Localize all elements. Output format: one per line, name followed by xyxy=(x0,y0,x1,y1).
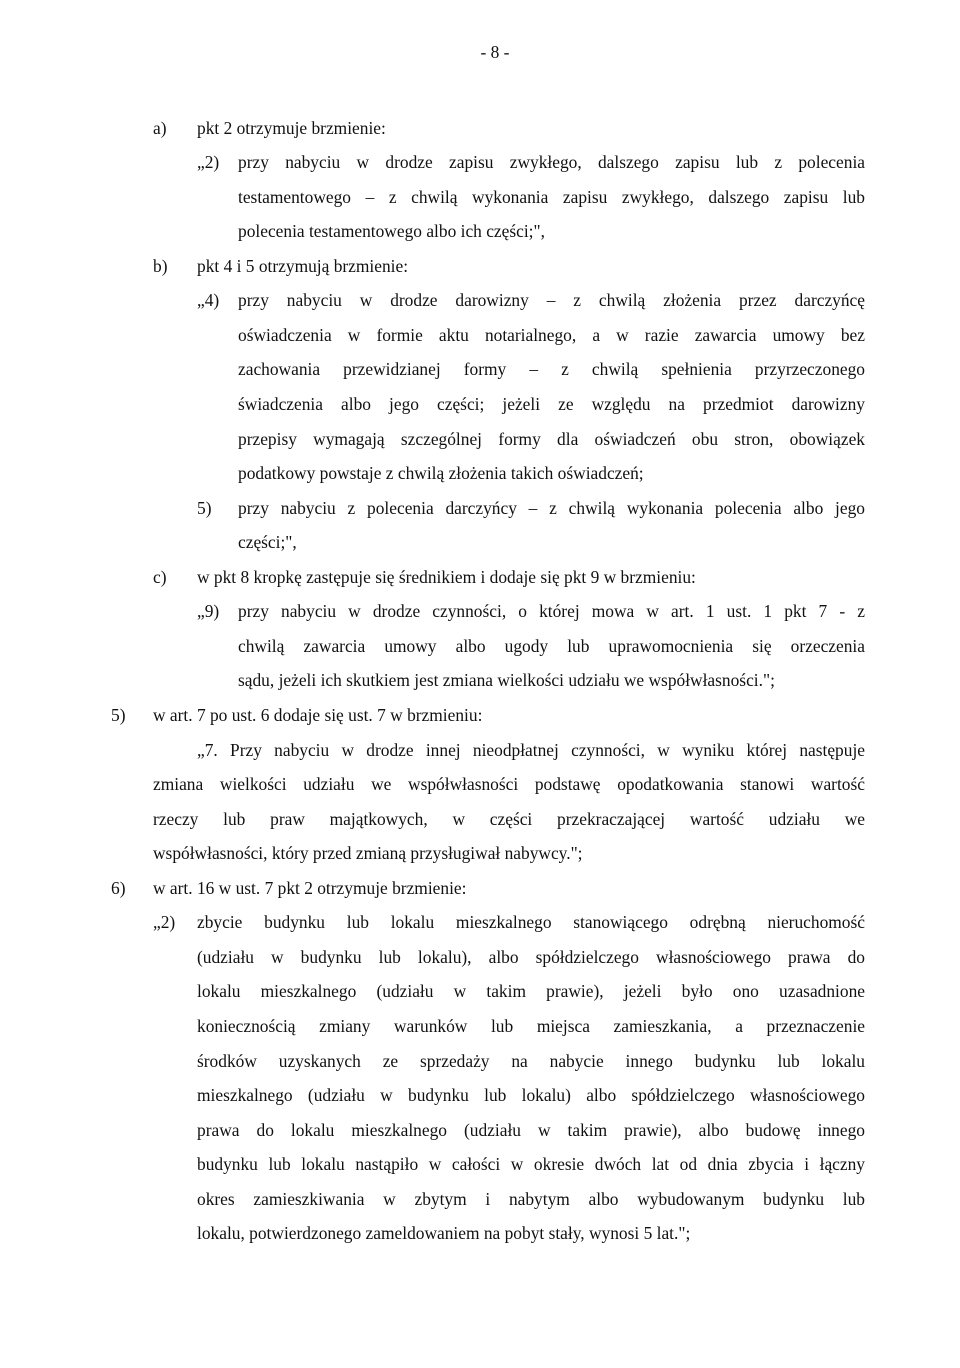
item-c-intro: w pkt 8 kropkę zastępuje się średnikiem i dodaje się pkt 9 w brzmieniu: xyxy=(197,567,696,587)
item-6-point-2-line: prawa do lokalu mieszkalnego (udziału w takim prawie), albo budowę innego xyxy=(197,1120,865,1140)
item-5-marker: 5) xyxy=(111,705,126,725)
item-6-point-2-line: okres zamieszkiwania w zbytym i nabytym albo wybudowanym budynku lub xyxy=(197,1189,865,1209)
item-a-point-2-line: polecenia testamentowego albo ich części;", xyxy=(238,221,545,241)
item-5-text-line: „7. Przy nabyciu w drodze innej nieodpłatnej czynności, w wyniku której następuje xyxy=(197,740,865,760)
item-b-intro: pkt 4 i 5 otrzymują brzmienie: xyxy=(197,256,409,276)
item-b-point-4-number: „4) xyxy=(197,290,220,310)
item-b-point-5-line: części;", xyxy=(238,532,297,552)
item-b-point-5-number: 5) xyxy=(197,498,212,518)
item-5-text-line: rzeczy lub praw majątkowych, w części przekraczającej wartość udziału we xyxy=(153,809,865,829)
item-b-point-4-line: podatkowy powstaje z chwilą złożenia takich oświadczeń; xyxy=(238,463,644,483)
item-6-point-2-line: zbycie budynku lub lokalu mieszkalnego stanowiącego odrębną nieruchomość xyxy=(197,912,865,932)
item-c-point-9-line: chwilą zawarcia umowy albo ugody lub uprawomocnienia się orzeczenia xyxy=(238,636,865,656)
item-b-point-4-line: zachowania przewidzianej formy – z chwilą spełnienia przyrzeczonego xyxy=(238,359,865,379)
item-6-point-2-line: środków uzyskanych ze sprzedaży na nabycie innego budynku lub lokalu xyxy=(197,1051,865,1071)
item-a-marker: a) xyxy=(153,118,167,138)
page-number: - 8 - xyxy=(480,42,510,62)
item-b-point-4-line: przy nabyciu w drodze darowizny – z chwilą złożenia przez darczyńcę xyxy=(238,290,865,310)
item-5-intro: w art. 7 po ust. 6 dodaje się ust. 7 w brzmieniu: xyxy=(153,705,483,725)
item-c-marker: c) xyxy=(153,567,167,587)
item-6-point-2-number: „2) xyxy=(153,912,176,932)
item-6-point-2-line: koniecznością zmiany warunków lub miejsca zamieszkania, a przeznaczenie xyxy=(197,1016,865,1036)
item-a-point-2-line: przy nabyciu w drodze zapisu zwykłego, dalszego zapisu lub z polecenia xyxy=(238,152,865,172)
item-6-point-2-line: budynku lub lokalu nastąpiło w całości w okresie dwóch lat od dnia zbycia i łączny xyxy=(197,1154,865,1174)
item-c-point-9-line: przy nabyciu w drodze czynności, o której mowa w art. 1 ust. 1 pkt 7 - z xyxy=(238,601,865,621)
item-a-point-2-number: „2) xyxy=(197,152,220,172)
item-b-point-4-line: oświadczenia w formie aktu notarialnego, a w razie zawarcia umowy bez xyxy=(238,325,865,345)
item-b-point-4-line: świadczenia albo jego części; jeżeli ze względu na przedmiot darowizny xyxy=(238,394,865,414)
item-b-point-4-line: przepisy wymagają szczególnej formy dla oświadczeń obu stron, obowiązek xyxy=(238,429,865,449)
item-6-point-2-line: mieszkalnego (udziału w budynku lub lokalu) albo spółdzielczego własnościowego xyxy=(197,1085,865,1105)
item-6-intro: w art. 16 w ust. 7 pkt 2 otrzymuje brzmienie: xyxy=(153,878,467,898)
item-6-point-2-line: (udziału w budynku lub lokalu), albo spółdzielczego własnościowego prawa do xyxy=(197,947,865,967)
item-a-point-2-line: testamentowego – z chwilą wykonania zapisu zwykłego, dalszego zapisu lub xyxy=(238,187,865,207)
item-c-point-9-line: sądu, jeżeli ich skutkiem jest zmiana wielkości udziału we współwłasności."; xyxy=(238,670,775,690)
item-b-marker: b) xyxy=(153,256,168,276)
item-5-text-line: współwłasności, który przed zmianą przysługiwał nabywcy."; xyxy=(153,843,583,863)
item-a-intro: pkt 2 otrzymuje brzmienie: xyxy=(197,118,386,138)
item-6-point-2-line: lokalu mieszkalnego (udziału w takim prawie), jeżeli było ono uzasadnione xyxy=(197,981,865,1001)
item-c-point-9-number: „9) xyxy=(197,601,220,621)
item-5-text-line: zmiana wielkości udziału we współwłasności podstawę opodatkowania stanowi wartość xyxy=(153,774,865,794)
item-6-point-2-line: lokalu, potwierdzonego zameldowaniem na pobyt stały, wynosi 5 lat."; xyxy=(197,1223,691,1243)
item-b-point-5-line: przy nabyciu z polecenia darczyńcy – z chwilą wykonania polecenia albo jego xyxy=(238,498,865,518)
item-6-marker: 6) xyxy=(111,878,126,898)
